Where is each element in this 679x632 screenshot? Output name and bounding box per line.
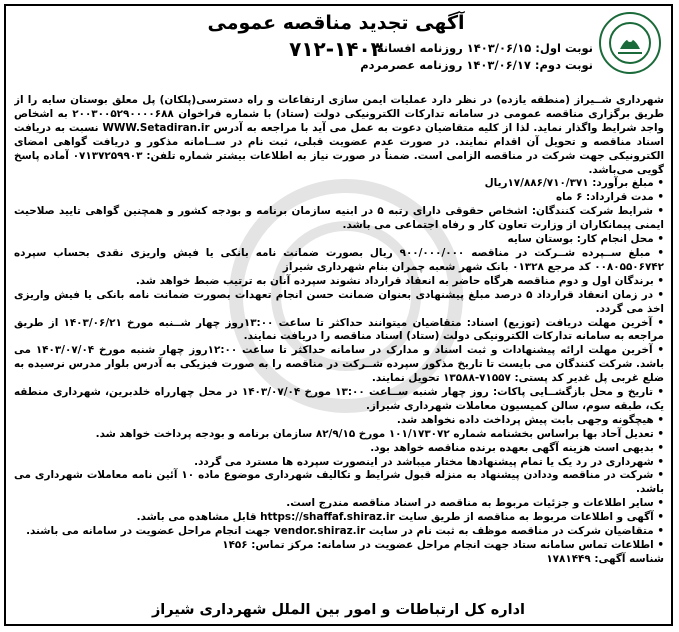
list-item: • برندگان اول و دوم مناقصه هرگاه حاضر به انعقاد قرارداد نشوند سپرده آنان به ترتیب ضبط خواهد شد. [135, 274, 664, 287]
publication-dates [360, 40, 593, 74]
footer-signature: اداره کل ارتباطات و امور بین الملل شهرداری شیراز [151, 602, 526, 618]
list-item: • مبلغ برآورد: ۱۷/۸۸۶/۷۱۰/۳۷۱ریال [484, 177, 664, 190]
announcement-header [6, 6, 671, 92]
list-item: • شرکت در مناقصه وددادن پیشنهاد به منزله قبول شرایط و تکالیف شهرداری موضوع ماده ۱۰ آئین نامه معاملات شهرداری می باشد. [14, 469, 664, 496]
shiraz-emblem-icon [606, 19, 654, 67]
list-item: • سایر اطلاعات و جزئیات مربوط به مناقصه در اسناد مناقصه مندرج است. [286, 497, 664, 510]
list-item: • محل انجام کار: بوستان سایه [507, 233, 664, 246]
list-item: • آخرین مهلت ارائه پیشنهادات و ثبت اسناد و مدارک در سامانه حداکثر تا ساعت ۱۲:۰۰روز چهار شنبه مورخ ۱۴۰۳/۰۷/۰۴ می باشد. شرکت کنندگان می بایست تا تاریخ مذکور سپرده شــرکت در مناقصه را به صورت فیزیکی به آدرس بلوار مدرس نرسیده به ضلع غربی پل غدیر کد پستی: ۷۱۵۵۷-۱۳۵۸۸ تحویل نمایند. [14, 344, 664, 385]
publication-first: نوبت اول: ۱۴۰۳/۰۶/۱۵ روزنامه افسانه [376, 41, 593, 55]
intro-paragraph: شهرداری شــیراز (منطقه یازده) در نظر دارد عملیات ایمن سازی ارتفاعات و راه دسترسی(پلکان) پل معلق بوستان سایه را از طریق برگزاری مناقصه عمومی در سامانه تدارکات الکترونیکی دولت (ستاد) با شماره فراخوان ۲۰۰۳۰۰۵۲۹۰۰۰۰۶۸۸ به اشخاص واجد شرایط واگذار نماید. لذا از کلیه متقاضیان دعوت به عمل می آید با مراجعه به آدرس WWW.Setadiran.ir نسبت به دریافت اسناد مناقصه و تحویل آن اقدام نمایند. در صورت عدم عضویت قبلی، ثبت نام در ســامانه مذکور و دریافت گواهی امضای الکترونیکی جهت شرکت در مناقصه الزامی است. ضمناً در صورت نیاز به اطلاعات بیشتر شماره تلفن: ۰۷۱۳۷۲۵۹۹۰۳ آماده پاسخ گویی می‌باشد. [14, 94, 664, 176]
announcement-title: آگهی تجدید مناقصه عمومی [207, 12, 465, 34]
list-item: • آخرین مهلت دریافت (توزیع) اسناد: متقاضیان میتوانند حداکثر تا ساعت ۱۳:۰۰روز چهار شــنبه مورخ ۱۴۰۳/۰۶/۲۱ از طریق مراجعه به سامانه تدارکات الکترونیکی دولت (ستاد) اسناد مناقصه را دریافت نمایند. [14, 316, 664, 343]
announcement-body [14, 94, 664, 599]
list-item: • مدت قرارداد: ۶ ماه [556, 191, 664, 204]
list-item: • شهرداری در رد یک یا تمام پیشنهادها مختار میباشد در اینصورت سپرده ها مسترد می گردد. [194, 455, 664, 468]
announcement-frame [4, 4, 673, 626]
list-item: • اطلاعات تماس سامانه ستاد جهت انجام مراحل عضویت در سامانه: مرکز تماس: ۱۴۵۶ [222, 539, 664, 551]
list-item: • در زمان انعقاد قرارداد ۵ درصد مبلغ پیشنهادی بعنوان ضمانت حسن انجام تعهدات بصورت ضمانت نامه بانکی یا فیش واریزی اخذ می گردد. [14, 288, 664, 315]
list-item: • هیچگونه وجهی بابت پیش پرداخت داده نخواهد شد. [396, 413, 664, 426]
municipality-logo [599, 12, 661, 74]
list-item: • شرایط شرکت کنندگان: اشخاص حقوقی دارای رتبه ۵ در ابنیه سازمان برنامه و بودجه کشور و همچنین گواهی تایید صلاحیت ایمنی پیمانکاران از وزارت تعاون کار و رفاه اجتماعی می باشد. [14, 205, 664, 232]
list-item: • تعدیل آحاد بها براساس بخشنامه شماره ۱۰۱/۱۷۳۰۷۲ مورخ ۸۲/۹/۱۵ سازمان برنامه و بودجه پرداخت خواهد شد. [95, 427, 664, 440]
publication-second: نوبت دوم: ۱۴۰۳/۰۶/۱۷ روزنامه عصرمردم [360, 58, 593, 72]
list-item: • متقاضیان شرکت در مناقصه موظف به ثبت نام در سایت vendor.shiraz.ir جهت انجام مراحل عضویت در سامانه می باشند. [26, 525, 664, 538]
list-item: • بدیهی است هزینه آگهی بعهده برنده مناقصه خواهد بود. [370, 441, 664, 454]
list-item: • آگهی و اطلاعات مربوط به مناقصه از طریق سایت https://shaffaf.shiraz.ir قابل مشاهده می باشد. [136, 511, 664, 524]
announcement-id: شناسه آگهی: ۱۷۸۱۴۴۹ [546, 552, 664, 565]
announcement-number: ۷۱۲-۱۴۰۳ [289, 37, 383, 61]
list-item: • مبلغ ســپرده شــرکت در مناقصه ۹۰۰/۰۰۰/۰۰۰ ریال بصورت ضمانت نامه بانکی یا فیش واریزی نقدی بحساب سپرده ۰۰۸۰۵۵۰۶۷۴۲ کد مرجع ۰۱۳۲۸ بانک شهر شعبه چمران بنام شهرداری شیراز [14, 246, 664, 273]
list-item: • تاریخ و محل بازگشــایی پاکات: روز چهار شنبه ســاعت ۱۳:۰۰ مورخ ۱۴۰۳/۰۷/۰۴ در محل چهارراه خلدبرین، شهرداری منطقه یک، طبقه سوم، سالن کمیسیون معاملات شهرداری شیراز. [14, 386, 664, 412]
